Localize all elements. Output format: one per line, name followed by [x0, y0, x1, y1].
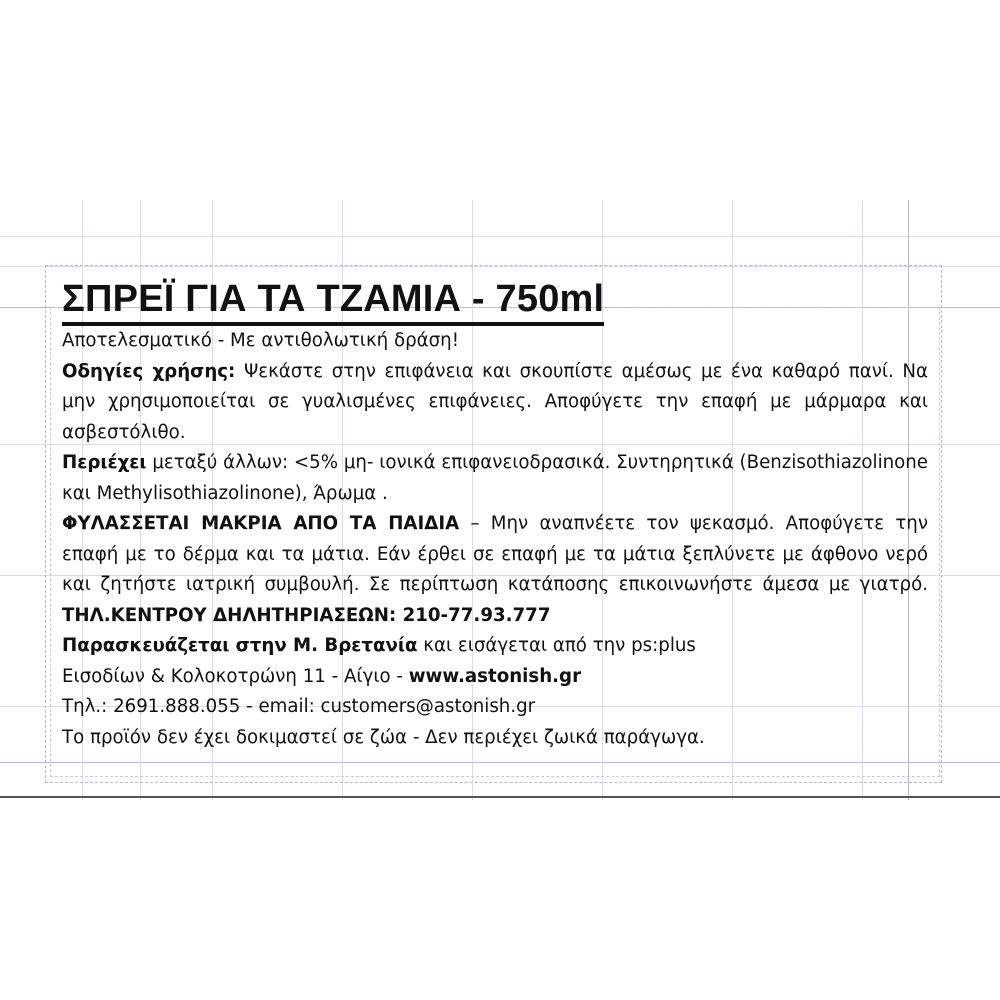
safety-warning-text: – Μην αναπνέετε τον ψεκασμό. Αποφύγετε την επαφή με το δέρμα και τα μάτια. Εάν έρθει σε επαφή με τα μάτια ξεπλύνετε με άφθονο νερό και ζητήστε ιατρική συμβουλή. Σε περίπτωση κατάποσης επικοινωνήστε άμεσα με γιατρό. [62, 513, 928, 595]
manufacture-info [62, 631, 928, 662]
label-body [62, 326, 928, 753]
usage-instructions-heading: Οδηγίες χρήσης: [62, 360, 236, 382]
contact-info: Τηλ.: 2691.888.055 - email: customers@astonish.gr [62, 696, 536, 717]
bottom-rule [0, 796, 1000, 798]
address [62, 662, 928, 693]
safety-warning-heading: ΦΥΛΑΣΣΕΤΑΙ ΜΑΚΡΙΑ ΑΠΟ ΤΑ ΠΑΙΔΙΑ [62, 513, 460, 534]
product-label [62, 276, 928, 753]
contents-heading: Περιέχει [62, 452, 147, 473]
usage-instructions-text: Ψεκάστε στην επιφάνεια και σκουπίστε αμέσως με ένα καθαρό πανί. Να μην χρησιμοποιείται σε γυαλισμένες επιφάνειες. Αποφύγετε την επαφή με μάρμαρα και ασβεστόλιθο. [62, 360, 928, 443]
manufacture-heading: Παρασκευάζεται στην Μ. Βρετανία [62, 635, 418, 656]
contents-text: μεταξύ άλλων: <5% μη- ιονικά επιφανειοδρασικά. Συντηρητικά (Benzisothiazolinone και Methylisothiazolinone), Άρωμα . [62, 452, 928, 504]
usage-instructions [62, 357, 928, 449]
safety-warning [62, 509, 928, 631]
grid-line [0, 236, 1000, 237]
contents [62, 448, 928, 509]
animal-testing-disclaimer: Το προϊόν δεν έχει δοκιμαστεί σε ζώα - Δεν περιέχει ζωικά παράγωγα. [62, 726, 705, 748]
tagline: Αποτελεσματικό - Με αντιθολωτική δράση! [62, 330, 459, 351]
manufacture-text: και εισάγεται από την ps:plus [417, 635, 696, 656]
poison-center-phone: ΤΗΛ.ΚΕΝΤΡΟΥ ΔΗΛΗΤΗΡΙΑΣΕΩΝ: 210-77.93.777 [62, 604, 551, 626]
product-title: ΣΠΡΕΪ ΓΙΑ ΤΑ ΤΖΑΜΙΑ - 750ml [62, 276, 604, 326]
address-text: Εισοδίων & Κολοκοτρώνη 11 - Αίγιο - [62, 665, 409, 687]
website: www.astonish.gr [408, 665, 582, 687]
